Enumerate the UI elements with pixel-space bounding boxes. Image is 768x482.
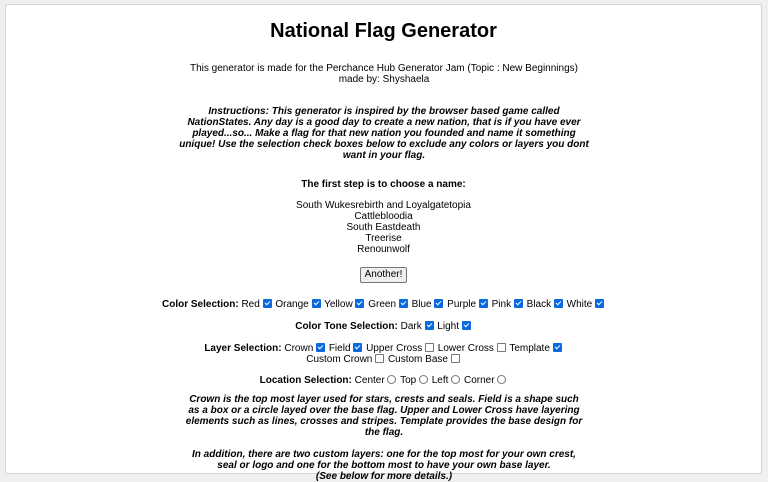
location-option-corner: Corner xyxy=(464,375,507,386)
another-button[interactable]: Another! xyxy=(360,267,408,283)
generated-name: Cattlebloodia xyxy=(354,211,413,222)
dark-checkbox[interactable] xyxy=(425,321,434,330)
center-radio[interactable] xyxy=(387,375,396,384)
location-selection-row xyxy=(6,375,761,386)
instructions-text: Instructions: This generator is inspired by the browser based game called NationStates. Any day is a good day to create a new nation, that is if you have ever played...so... Make a flag for that new nation you founded and name it something unique! Use the selection check boxes below to exclude any colors or layers you dont want in your flag. xyxy=(179,106,589,161)
layer-selection-row xyxy=(6,343,761,365)
generated-name: Treerise xyxy=(365,233,402,244)
color-option-orange: Orange xyxy=(275,299,321,310)
layer-option-crown: Crown xyxy=(284,343,326,354)
location-option-center: Center xyxy=(355,375,398,386)
top-radio[interactable] xyxy=(419,375,428,384)
green-checkbox[interactable] xyxy=(399,299,408,308)
layer-option-field: Field xyxy=(329,343,363,354)
light-checkbox[interactable] xyxy=(462,321,471,330)
pink-checkbox[interactable] xyxy=(514,299,523,308)
color-option-green: Green xyxy=(368,299,409,310)
layer-description-text: Crown is the top most layer used for stars, crests and seals. Field is a shape such as a box or a circle layed over the base flag. Upper and Lower Cross have layering elements such as lines, crosses and stripes. Template provides the base design for the flag. xyxy=(185,394,583,438)
crown-checkbox[interactable] xyxy=(316,343,325,352)
custom-layers-text: In addition, there are two custom layers: one for the top most for your own crest, seal or logo and one for the bottom most to have your own base layer. (See below for more details.) xyxy=(192,449,576,482)
blue-checkbox[interactable] xyxy=(434,299,443,308)
yellow-checkbox[interactable] xyxy=(355,299,364,308)
layer-option-lower-cross: Lower Cross xyxy=(438,343,507,354)
see-below-note: (See below for more details.) xyxy=(315,471,453,482)
color-option-yellow: Yellow xyxy=(324,299,365,310)
location-selection-label: Location Selection: xyxy=(259,375,352,386)
color-selection-label: Color Selection: xyxy=(161,299,239,310)
generated-name: South Eastdeath xyxy=(346,222,421,233)
color-option-white: White xyxy=(567,299,605,310)
generator-panel xyxy=(5,4,762,482)
black-checkbox[interactable] xyxy=(554,299,563,308)
name-step-label: The first step is to choose a name: xyxy=(301,179,466,190)
field-checkbox[interactable] xyxy=(353,343,362,352)
color-selection-row xyxy=(6,299,761,310)
layer-option-template: Template xyxy=(509,343,562,354)
color-option-black: Black xyxy=(527,299,564,310)
location-option-left: Left xyxy=(432,375,461,386)
page-title: National Flag Generator xyxy=(270,20,497,42)
layer-option-upper-cross: Upper Cross xyxy=(366,343,435,354)
left-radio[interactable] xyxy=(451,375,460,384)
tone-option-dark: Dark xyxy=(401,321,435,332)
layer-description xyxy=(184,394,584,482)
color-option-purple: Purple xyxy=(447,299,489,310)
custom-crown-checkbox[interactable] xyxy=(375,354,384,363)
generated-names-list xyxy=(6,200,761,255)
generated-name: Renounwolf xyxy=(357,244,410,255)
white-checkbox[interactable] xyxy=(595,299,604,308)
upper-cross-checkbox[interactable] xyxy=(425,343,434,352)
location-option-top: Top xyxy=(400,375,429,386)
tone-option-light: Light xyxy=(437,321,471,332)
layer-selection-label: Layer Selection: xyxy=(204,343,282,354)
another-button-wrap xyxy=(6,264,761,283)
tone-selection-row xyxy=(6,321,761,332)
intro-text: This generator is made for the Perchance Hub Generator Jam (Topic : New Beginnings) made by: Shyshaela xyxy=(190,63,578,85)
custom-base-checkbox[interactable] xyxy=(451,354,460,363)
color-option-pink: Pink xyxy=(492,299,524,310)
lower-cross-checkbox[interactable] xyxy=(497,343,506,352)
layer-option-custom-crown: Custom Crown xyxy=(306,354,385,365)
corner-radio[interactable] xyxy=(497,375,506,384)
purple-checkbox[interactable] xyxy=(479,299,488,308)
layer-option-custom-base: Custom Base xyxy=(388,354,461,365)
template-checkbox[interactable] xyxy=(553,343,562,352)
red-checkbox[interactable] xyxy=(263,299,272,308)
color-option-red: Red xyxy=(241,299,272,310)
color-option-blue: Blue xyxy=(412,299,445,310)
tone-selection-label: Color Tone Selection: xyxy=(295,321,398,332)
generated-name: South Wukesrebirth and Loyalgatetopia xyxy=(296,200,471,211)
orange-checkbox[interactable] xyxy=(312,299,321,308)
